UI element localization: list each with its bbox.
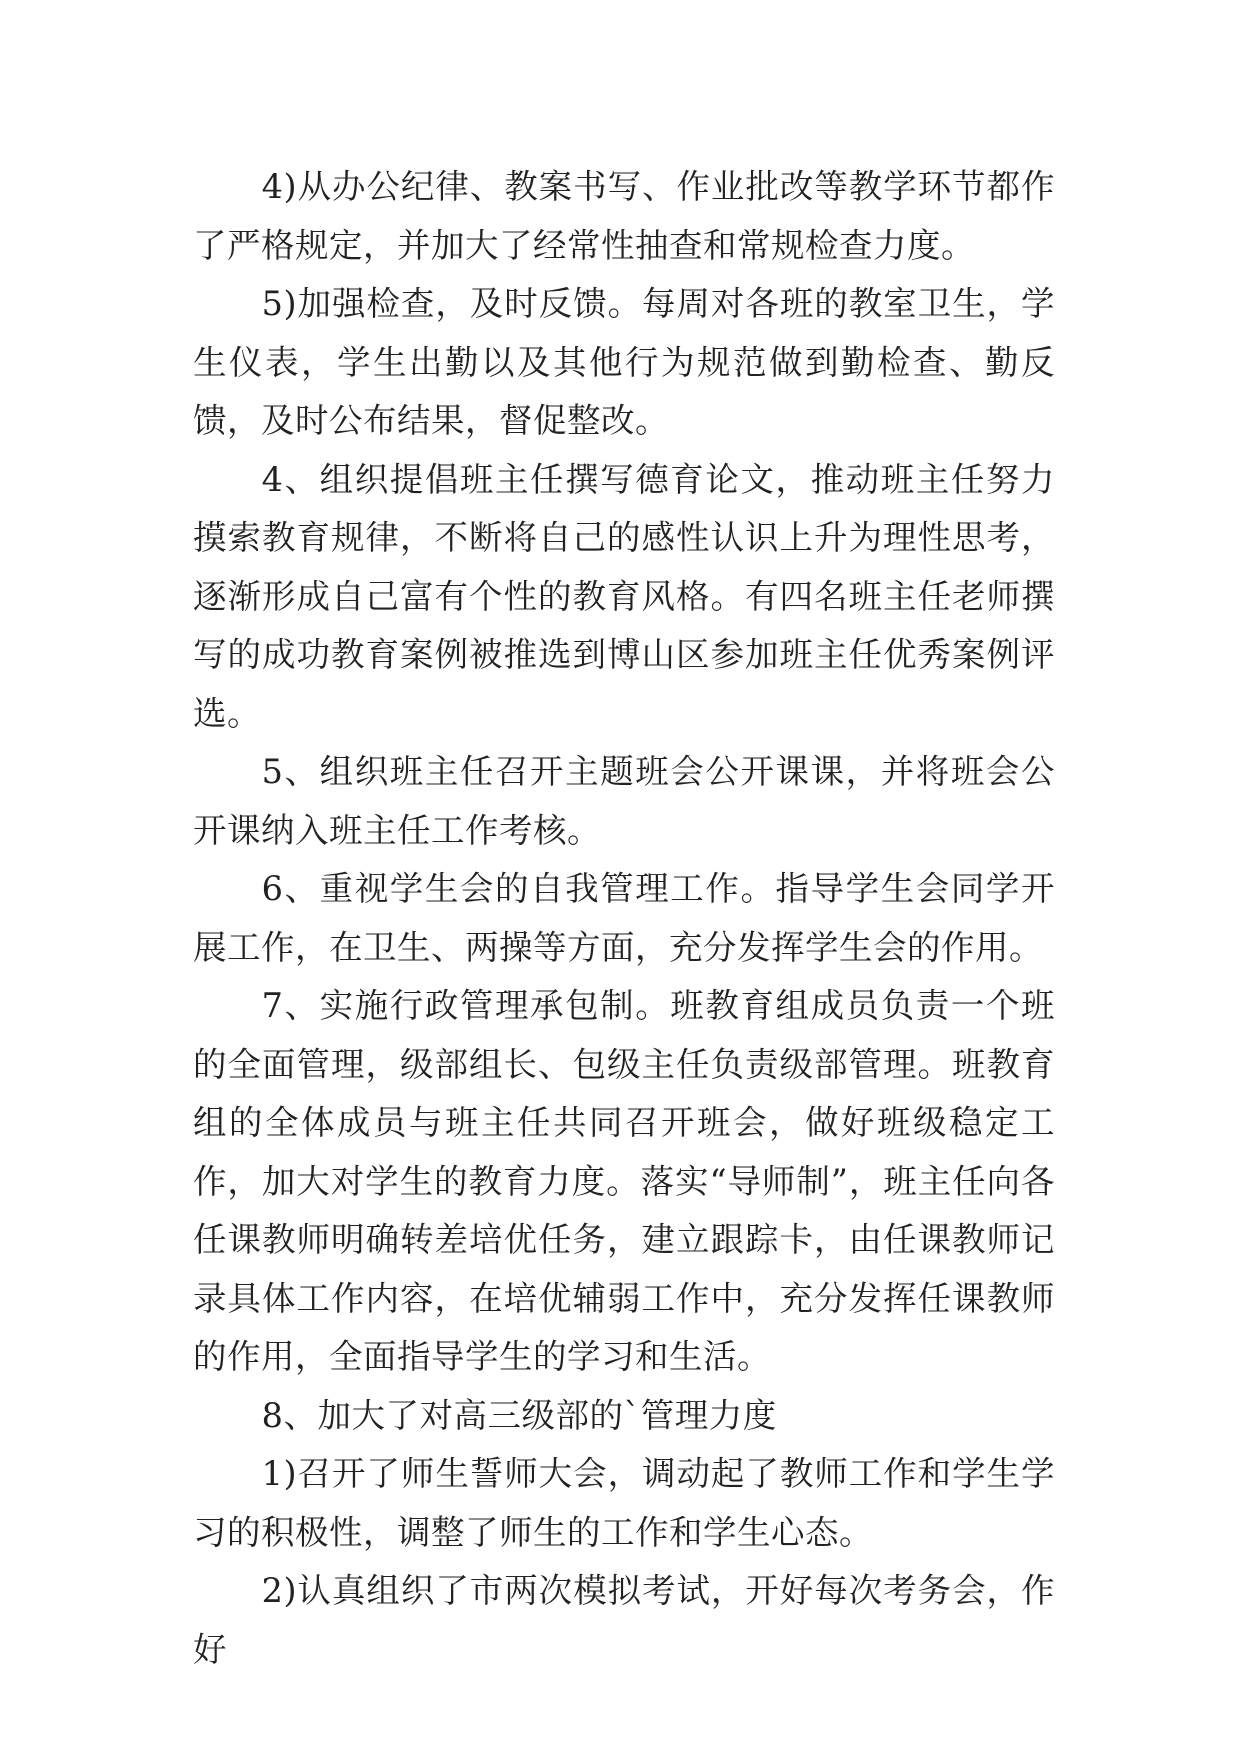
paragraph: 6、重视学生会的自我管理工作。指导学生会同学开展工作，在卫生、两操等方面，充分发挥学生会的作用。: [193, 869, 1055, 967]
paragraph: 5)加强检查，及时反馈。每周对各班的教室卫生，学生仪表，学生出勤以及其他行为规范做到勤检查、勤反馈，及时公布结果，督促整改。: [193, 284, 1055, 440]
paragraph: 4、组织提倡班主任撰写德育论文，推动班主任努力摸索教育规律，不断将自己的感性认识上升为理性思考，逐渐形成自己富有个性的教育风格。有四名班主任老师撰写的成功教育案例被推选到博山区参加班主任优秀案例评选。: [193, 459, 1055, 733]
document-body: [193, 158, 1055, 1679]
paragraph: 4)从办公纪律、教案书写、作业批改等教学环节都作了严格规定，并加大了经常性抽查和常规检查力度。: [193, 167, 1055, 265]
paragraph: 7、实施行政管理承包制。班教育组成员负责一个班的全面管理，级部组长、包级主任负责级部管理。班教育组的全体成员与班主任共同召开班会，做好班级稳定工作，加大对学生的教育力度。落实“导师制”，班主任向各任课教师明确转差培优任务，建立跟踪卡，由任课教师记录具体工作内容，在培优辅弱工作中，充分发挥任课教师的作用，全面指导学生的学习和生活。: [193, 986, 1055, 1376]
paragraph: 2)认真组织了市两次模拟考试，开好每次考务会，作好: [193, 1571, 1055, 1669]
paragraph: 8、加大了对高三级部的`管理力度: [261, 1395, 777, 1435]
paragraph: 1)召开了师生誓师大会，调动起了教师工作和学生学习的积极性，调整了师生的工作和学生心态。: [193, 1454, 1055, 1552]
paragraph: 5、组织班主任召开主题班会公开课课，并将班会公开课纳入班主任工作考核。: [193, 752, 1055, 850]
